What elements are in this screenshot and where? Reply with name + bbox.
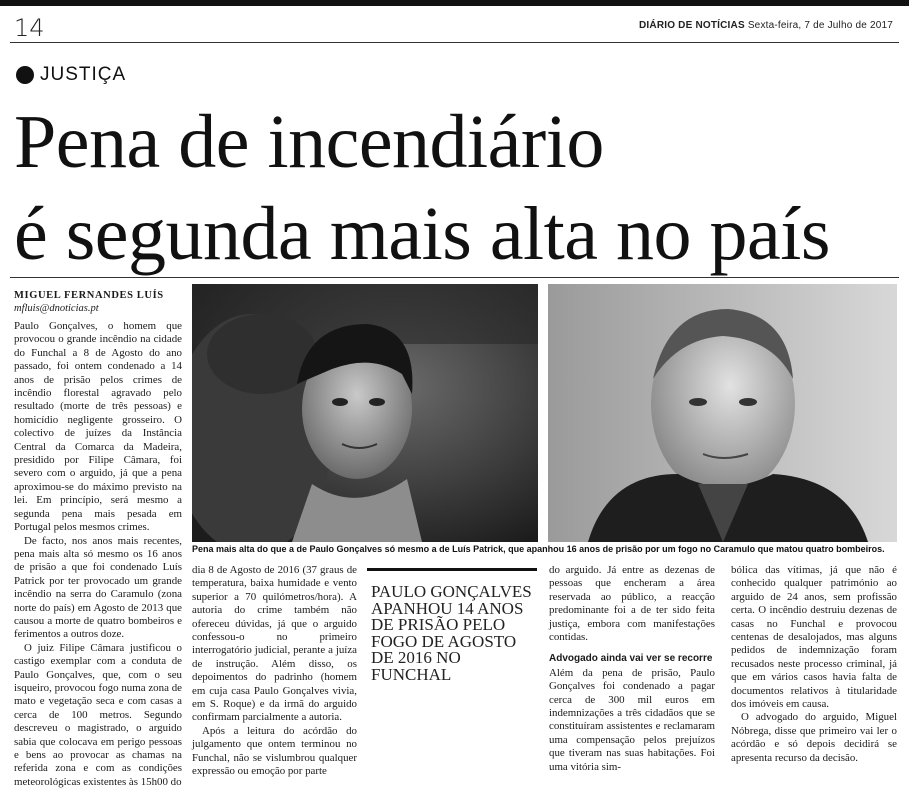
page-number: 14: [14, 14, 45, 42]
article-column-4: [731, 564, 897, 765]
author-name: MIGUEL FERNANDES LUÍS: [14, 290, 164, 301]
headline-rule: [10, 277, 899, 278]
publication-name: DIÁRIO DE NOTÍCIAS: [639, 20, 745, 31]
paragraph: Após a leitura do acórdão do julgamento que ontem terminou no Funchal, não se vislumbrou qualquer expressão ou emoção por parte: [192, 724, 357, 778]
paragraph: O advogado do arguido, Miguel Nóbrega, disse que primeiro vai ler o acórdão e só depois decidirá se apresenta recurso da decisão.: [731, 711, 897, 764]
pull-quote: PAULO GONÇALVES APANHOU 14 ANOS DE PRISÃO PELO FOGO DE AGOSTO DE 2016 NO FUNCHAL: [371, 582, 532, 684]
subheading: Advogado ainda vai ver se recorre: [549, 653, 713, 665]
article-column-1: [14, 320, 182, 789]
top-bar: [0, 0, 909, 6]
article-column-3: [549, 564, 715, 774]
paragraph: dia 8 de Agosto de 2016 (37 graus de temperatura, baixa humidade e vento superior a 70 quilómetros/hora). A autoria do crime também não ofereceu dúvidas, já que o arguido confessou-o no primeiro interrogatório judicial, perante a juíza de instrução. Além disso, os depoimentos do padrinho (homem em cuja casa Paulo Gonçalves vivia, em S. Roque) e da irmã do arguido confirmam parcialmente a autoria.: [192, 564, 357, 724]
photo-luis-patrick: [548, 284, 897, 542]
photo-caption: Pena mais alta do que a de Paulo Gonçalves só mesmo a de Luís Patrick, que apanhou 16 anos de prisão por um fogo no Caramulo que matou quatro bombeiros.: [192, 544, 885, 554]
paragraph: Além da pena de prisão, Paulo Gonçalves foi condenado a pagar cerca de 300 mil euros em indemnizações a três cidadãos que se constituíram assistentes e reclamaram uma compensação pelos prejuízos que tiveram nas suas habitações. Foi uma vitória sim-: [549, 666, 715, 773]
paragraph: bólica das vítimas, já que não é conhecido qualquer património ao arguido de 24 anos, sem profissão certa. O incêndio destruiu dezenas de casas no Funchal e provocou centenas de desalojados, mas alguns pedidos de indemnização foram recusados neste processo criminal, já que em vários casos havia falta de documentos relativos à titularidade dos imóveis em causa.: [731, 564, 897, 711]
section-dot-icon: [16, 66, 34, 84]
paragraph: Paulo Gonçalves, o homem que provocou o grande incêndio na cidade do Funchal a 8 de Agosto do ano passado, foi ontem condenado a 14 anos de prisão pelos crimes de incêndio florestal agravado pelo resultado (morte de três pessoas) e homicídio negligente grosseiro. O colectivo de juízes da Instância Central da Comarca da Madeira, presidido por Filipe Câmara, foi severo com o arguido, já que a pena aproximou-se do máximo previsto na lei. Em princípio, será mesmo a segunda pena mais pesada em Portugal pelos mesmos crimes.: [14, 320, 182, 534]
section-label: [16, 64, 126, 86]
author-email[interactable]: mfluis@dnoticias.pt: [14, 303, 99, 314]
headline-line-1: Pena de incendiário: [14, 100, 604, 184]
header-rule: [10, 42, 899, 43]
photo-paulo-goncalves: [192, 284, 538, 542]
publication-date: Sexta-feira, 7 de Julho de 2017: [747, 20, 893, 31]
pull-quote-bar: [367, 568, 537, 571]
page-header-info: [639, 20, 893, 31]
paragraph: O juiz Filipe Câmara justificou o castigo exemplar com a conduta de Paulo Gonçalves, que, com o seu isqueiro, provocou fogo numa zona de mato e vegetação seca e com casas a cerca de 100 metros. Segundo descreveu o magistrado, o arguido sabia que colocava em perigo pessoas e bens ao provocar as chamas na referida zona e com as condições meteorológicas existentes às 15h00 do: [14, 641, 182, 788]
headline: [14, 96, 830, 280]
article-column-2: [192, 564, 357, 779]
paragraph: do arguido. Já entre as dezenas de pessoas que encheram a área reservada ao público, a reacção predominante foi a de ter sido feita justiça, embora com manifestações contidas.: [549, 564, 715, 644]
paragraph: De facto, nos anos mais recentes, pena mais alta só mesmo os 16 anos de prisão a que foi condenado Luís Patrick por ter provocado um grande incêndio na serra do Caramulo (zona norte do país) em Agosto de 2013 que causou a morte de quatro bombeiros e ferimentos a outros doze.: [14, 534, 182, 641]
section-name: JUSTIÇA: [40, 64, 127, 85]
headline-line-2: é segunda mais alta no país: [14, 192, 830, 276]
